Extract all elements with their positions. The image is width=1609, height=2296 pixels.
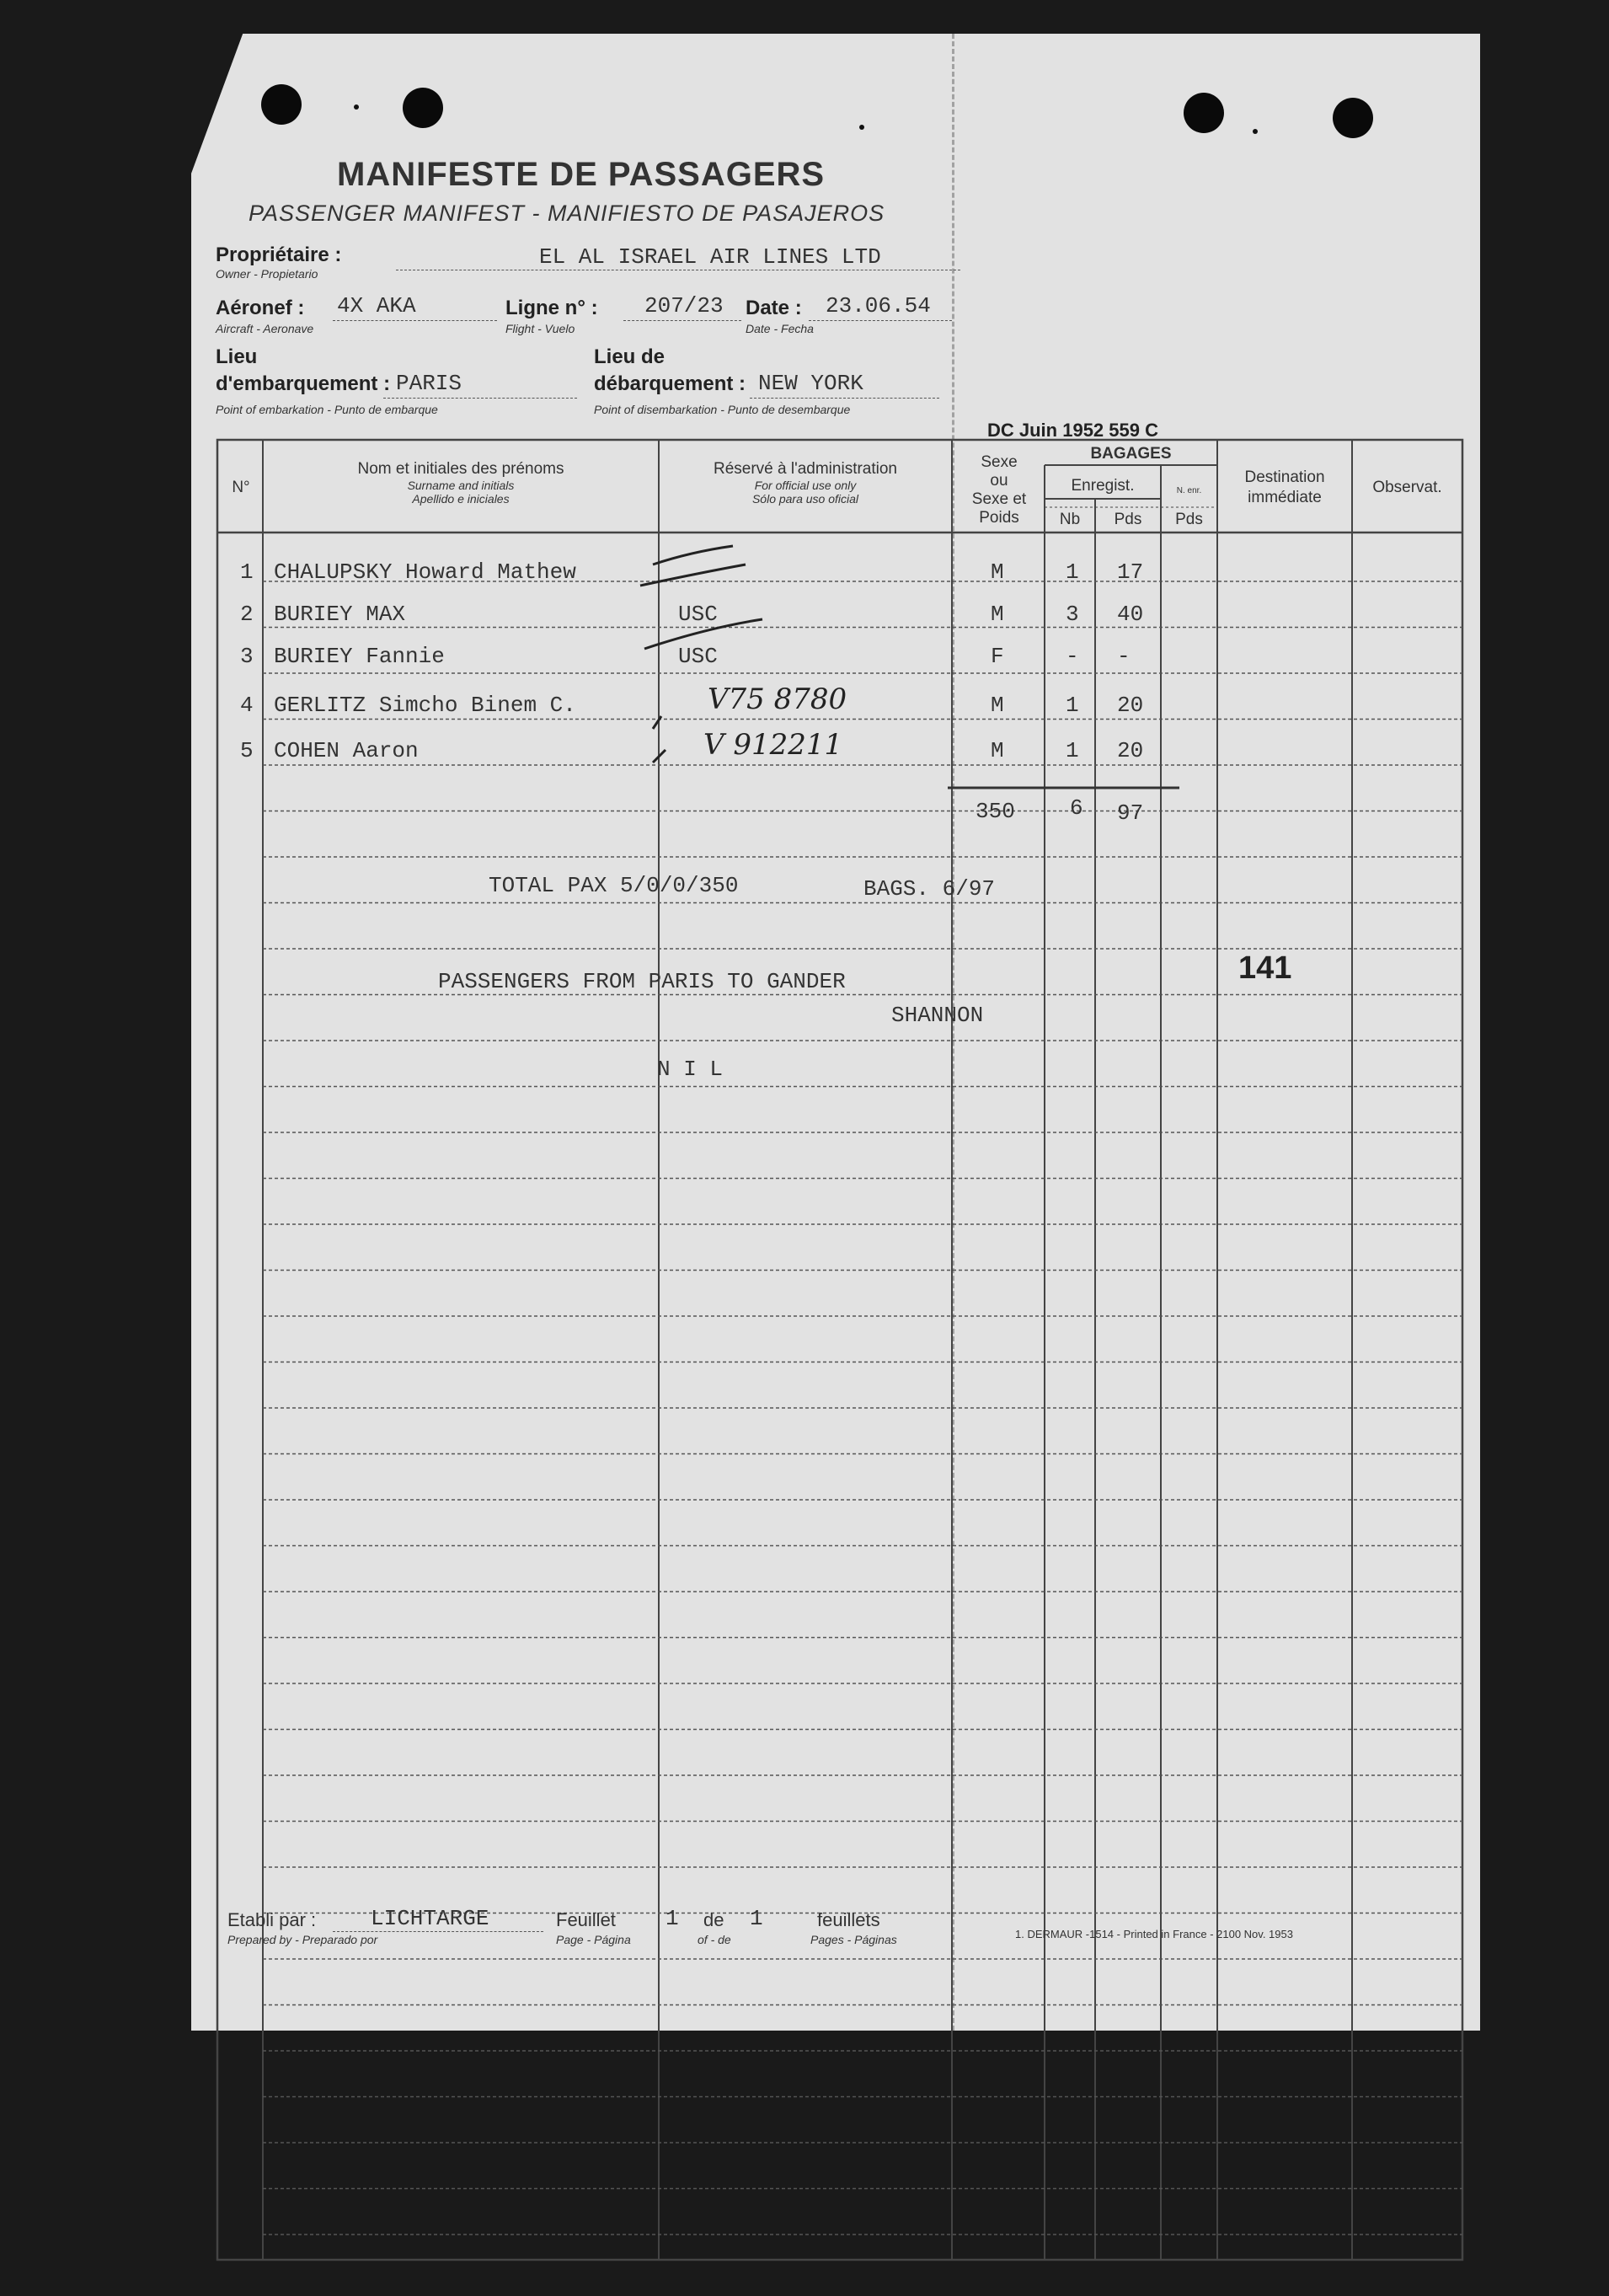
row-pds: 17	[1117, 559, 1144, 585]
col-official-1: Réservé à l'administration	[714, 460, 897, 478]
flight-value: 207/23	[644, 293, 724, 318]
sheet-value: 1	[666, 1906, 679, 1931]
col-sex-1: Sexe	[981, 453, 1018, 471]
row-name: CHALUPSKY Howard Mathew	[274, 559, 576, 585]
col-nenr: N. enr.	[1176, 486, 1202, 495]
col-destination-2: immédiate	[1248, 489, 1322, 506]
embark-label-1: Lieu	[216, 345, 258, 368]
row-official: V 912211	[703, 728, 843, 762]
date-value: 23.06.54	[826, 293, 931, 318]
nil-line: N I L	[657, 1057, 724, 1082]
row-nb: 1	[1066, 559, 1079, 585]
col-name-2-text: Surname and initials	[407, 479, 515, 492]
col-name-3	[263, 492, 659, 506]
owner-sub: Owner - Propietario	[216, 267, 318, 281]
col-observ: Observat.	[1372, 479, 1442, 496]
total-pax: TOTAL PAX 5/0/0/350	[489, 873, 739, 898]
page-subtitle: PASSENGER MANIFEST - MANIFIESTO DE PASAJEROS	[249, 201, 885, 226]
of-label: de	[703, 1909, 724, 1930]
disembark-label-2: débarquement :	[594, 372, 746, 395]
col-official-2-text: For official use only	[754, 479, 857, 492]
total-sex: 350	[976, 799, 1015, 824]
row-pds: 20	[1117, 738, 1144, 763]
col-official-3-text: Sólo para uso oficial	[751, 492, 859, 506]
printer-info: 1. DERMAUR -1514 - Printed in France - 2100 Nov. 1953	[1015, 1928, 1293, 1940]
pages-sub: Pages - Páginas	[810, 1933, 897, 1946]
row-no: 4	[240, 693, 254, 718]
row-no: 3	[240, 644, 254, 669]
date-label: Date :	[746, 297, 802, 319]
row-sex: M	[991, 602, 1004, 627]
row-name: GERLITZ Simcho Binem C.	[274, 693, 576, 718]
pages-label: feuillets	[817, 1909, 880, 1930]
prepared-value: LICHTARGE	[371, 1906, 489, 1931]
row-sex: M	[991, 693, 1004, 718]
row-pds: -	[1117, 644, 1131, 669]
bags-total: BAGS. 6/97	[863, 876, 996, 902]
row-sex: F	[991, 644, 1004, 669]
row-pds: 40	[1117, 602, 1144, 627]
col-sex-4: Poids	[979, 509, 1019, 527]
col-name-1: Nom et initiales des prénoms	[357, 460, 564, 478]
col-pds2: Pds	[1175, 511, 1203, 528]
page-title: MANIFESTE DE PASSAGERS	[337, 156, 826, 193]
disembark-value: NEW YORK	[758, 371, 863, 396]
prepared-line	[333, 1931, 543, 1932]
col-destination-1: Destination	[1244, 468, 1325, 486]
disembark-sub: Point of disembarkation - Punto de desembarque	[594, 403, 851, 416]
row-no: 2	[240, 602, 254, 627]
row-official: USC	[678, 644, 718, 669]
row-official: USC	[678, 602, 718, 627]
owner-label: Propriétaire :	[216, 244, 342, 266]
aircraft-value: 4X AKA	[337, 293, 416, 318]
of-sub: of - de	[698, 1933, 731, 1946]
flight-label: Ligne n° :	[505, 297, 598, 319]
row-nb: 1	[1066, 693, 1079, 718]
row-name: COHEN Aaron	[274, 738, 419, 763]
total-nb: 6	[1070, 795, 1083, 821]
owner-value: EL AL ISRAEL AIR LINES LTD	[539, 244, 881, 270]
prepared-label: Etabli par :	[227, 1909, 317, 1930]
aircraft-sub: Aircraft - Aeronave	[216, 322, 314, 335]
col-no: N°	[232, 479, 250, 496]
embark-value: PARIS	[396, 371, 462, 396]
embark-label-2: d'embarquement :	[216, 372, 391, 395]
date-sub: Date - Fecha	[746, 322, 814, 335]
col-bagages: BAGAGES	[1090, 445, 1172, 463]
col-name-3-text: Apellido e iniciales	[412, 492, 510, 506]
of-value: 1	[750, 1906, 763, 1931]
flight-sub: Flight - Vuelo	[505, 322, 575, 335]
row-nb: 3	[1066, 602, 1079, 627]
row-name: BURIEY Fannie	[274, 644, 445, 669]
prepared-sub: Prepared by - Preparado por	[227, 1933, 378, 1946]
stamp-number: 141	[1238, 950, 1292, 986]
aircraft-label: Aéronef :	[216, 297, 305, 319]
row-name: BURIEY MAX	[274, 602, 406, 627]
col-official-3	[659, 492, 952, 506]
col-sex-3: Sexe et	[971, 490, 1027, 508]
disembark-label-1: Lieu de	[594, 345, 666, 368]
form-code: DC Juin 1952 559 C	[987, 420, 1158, 441]
total-pds: 97	[1117, 800, 1144, 826]
row-sex: M	[991, 559, 1004, 585]
row-no: 1	[240, 559, 254, 585]
col-name-2	[263, 479, 659, 492]
shannon-line: SHANNON	[891, 1003, 984, 1028]
row-official: V75 8780	[708, 682, 847, 716]
embark-sub: Point of embarkation - Punto de embarque	[216, 403, 438, 416]
sheet-sub: Page - Página	[556, 1933, 631, 1946]
col-pds: Pds	[1114, 511, 1142, 528]
passengers-line: PASSENGERS FROM PARIS TO GANDER	[438, 969, 846, 994]
col-sex-2: ou	[990, 472, 1008, 490]
sheet-label: Feuillet	[556, 1909, 616, 1930]
col-nb: Nb	[1059, 511, 1081, 528]
col-enregist: Enregist.	[1071, 477, 1135, 495]
row-sex: M	[991, 738, 1004, 763]
row-nb: -	[1066, 644, 1079, 669]
col-official-2	[659, 479, 952, 492]
row-nb: 1	[1066, 738, 1079, 763]
row-pds: 20	[1117, 693, 1144, 718]
row-no: 5	[240, 738, 254, 763]
